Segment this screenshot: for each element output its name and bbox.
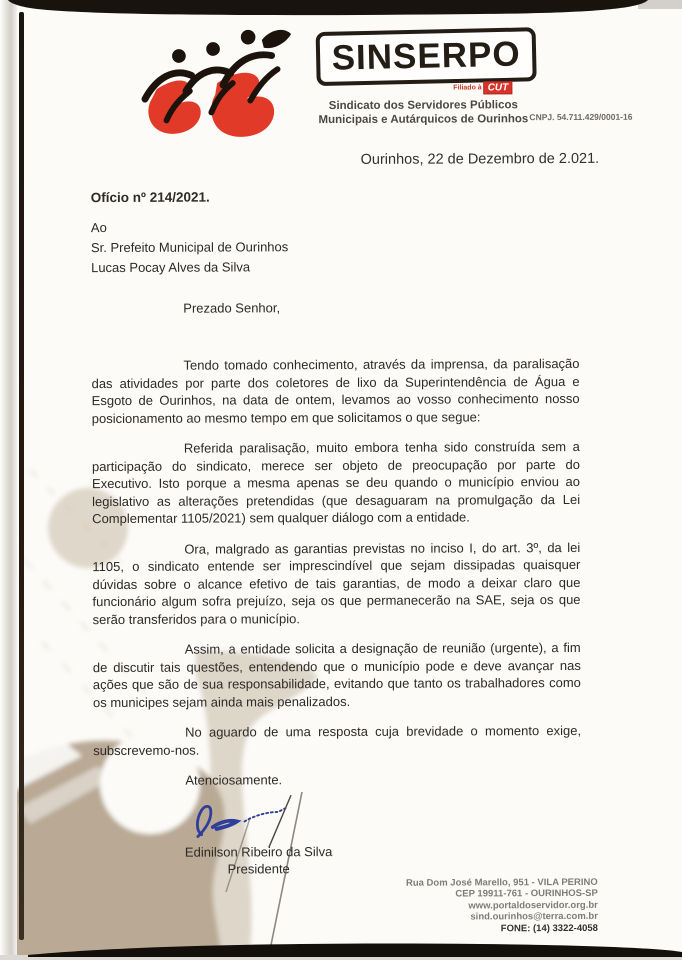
sinserpo-wordmark-box	[316, 27, 537, 86]
handwritten-signature-ink	[183, 793, 333, 850]
footer-email: sind.ourinhos@terra.com.br	[470, 911, 598, 923]
org-cnpj: CNPJ. 54.711.429/0001-16	[529, 111, 633, 123]
recipient-line: Lucas Pocay Alves da Silva	[91, 258, 251, 275]
signer-name: Edinilson Ribeiro da Silva	[184, 843, 333, 860]
page-bottom-edge-shadow	[0, 940, 682, 960]
affiliation-prefix: Filiado à	[453, 84, 482, 92]
footer-phone: FONE: (14) 3322-4058	[500, 922, 598, 934]
cut-affiliation-badge	[453, 81, 512, 94]
body-paragraph-4: Assim, a entidade solicita a designação de reunião (urgente), a fim de discutir tais questões, entendendo que o município pode e deve avançar nas ações que são de sua responsabilidade, evitando que tanto os trabalhadores como os municipes sejam ainda mais penalizados.	[92, 639, 581, 710]
footer-address-line1: Rua Dom José Marello, 951 - VILA PERINO	[405, 876, 598, 889]
org-name	[314, 98, 532, 127]
cut-logo: CUT	[484, 81, 513, 94]
body-paragraph-2: Referida paralisação, muito embora tenha sido construída sem a participação do sindicato, merece ser objeto de preocupação por parte do Executivo. Isto porque a mesma apenas se deu quando o município enviou ao legislativo as alterações pretendidas (que desaguaram na promulgação da Lei Complementar 1105/2021) sem qualquer diálogo com a entidade.	[91, 438, 581, 527]
recipient-block	[91, 215, 579, 277]
signer-title: Presidente	[227, 860, 290, 876]
date-line: Ourinhos, 22 de Dezembro de 2.021.	[360, 150, 600, 168]
recipient-line: Sr. Prefeito Municipal de Ourinhos	[90, 238, 289, 255]
letter-body	[91, 187, 582, 878]
org-name-line1: Sindicato dos Servidores Públicos	[328, 99, 518, 113]
body-paragraph-5: No aguardo de uma resposta cuja brevidade o momento exige, subscrevemo-nos.	[93, 722, 582, 758]
closing: Atenciosamente.	[185, 772, 283, 788]
footer-address-line2: CEP 19911-761 - OURINHOS-SP	[455, 888, 598, 900]
sinserpo-people-logo	[126, 26, 295, 149]
body-paragraph-1: Tendo tomado conhecimento, através da imprensa, da paralisação das atividades por parte dos coletores de lixo da Superintendência de Água e Esgoto de Ourinhos, na data de ontem, levamos ao vosso conhecimento nosso posicionamento ao mesmo tempo em que solicitamos o que segue:	[91, 355, 580, 426]
org-name-line2: Municipais e Autárquicos de Ourinhos	[318, 113, 529, 127]
signature-block	[153, 792, 363, 877]
body-paragraph-3: Ora, malgrado as garantias previstas no inciso I, do art. 3º, da lei 1105, o sindicato entende ser imprescindível que sejam dissipadas quaisquer dúvidas sobre o alcance efetivo de tais garantias, de modo a deixar claro que funcionário algum sofra prejuízo, seja os que permanecerão na SAE, seja os que serão transferidos para o município.	[92, 539, 581, 627]
scanner-bed-left-edge	[0, 0, 17, 960]
sinserpo-wordmark: SINSERPO	[331, 34, 521, 78]
page-left-edge-shadow	[19, 12, 24, 940]
oficio-number: Ofício nº 214/2021.	[90, 189, 210, 206]
recipient-line: Ao	[90, 219, 107, 235]
footer-website: www.portaldoservidor.org.br	[468, 899, 598, 912]
salutation: Prezado Senhor,	[183, 299, 281, 316]
footer-contact	[298, 877, 598, 935]
page-top-edge-shadow	[0, 0, 682, 26]
